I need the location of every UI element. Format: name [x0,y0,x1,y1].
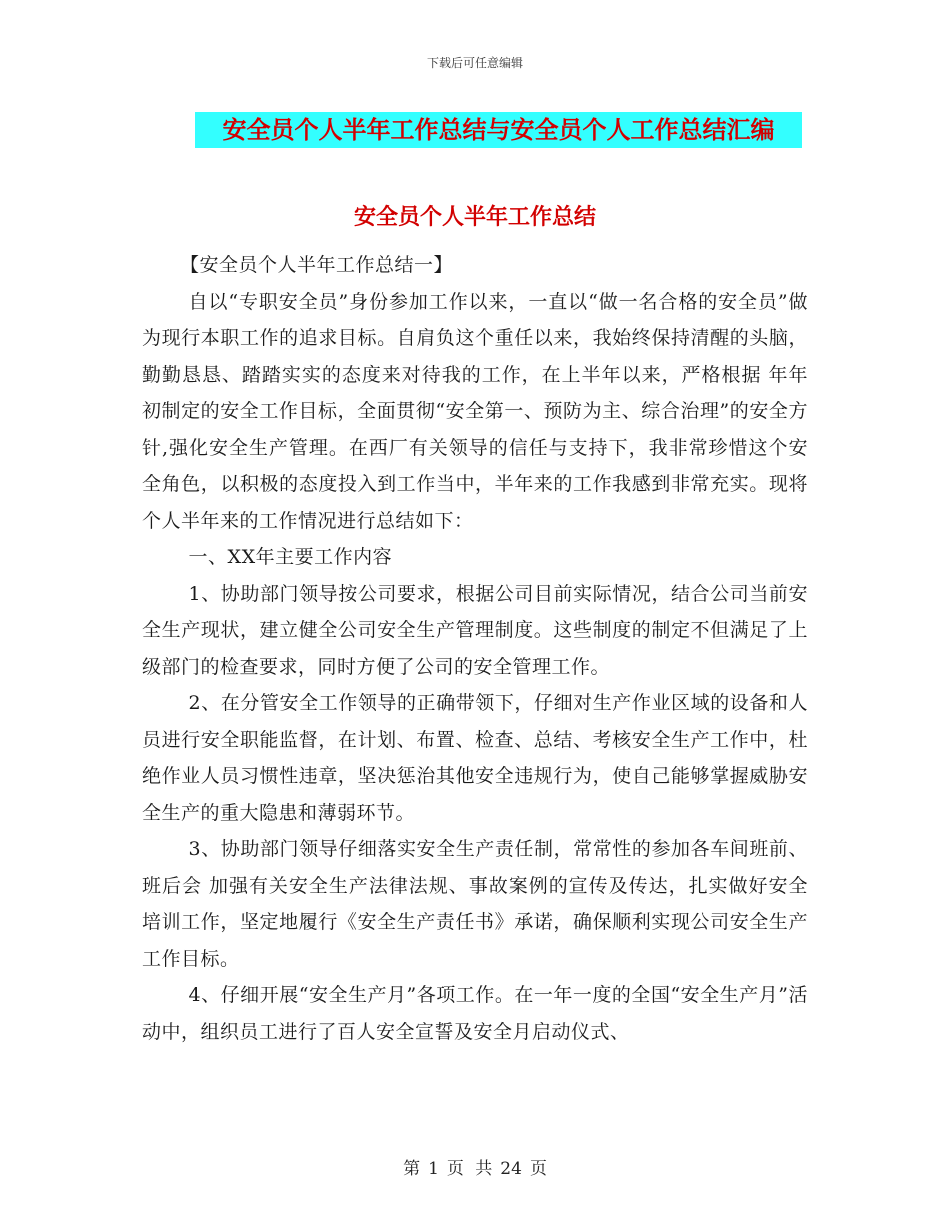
main-title: 安全员个人半年工作总结与安全员个人工作总结汇编 [222,115,775,144]
paragraph-item-3: 3、协助部门领导仔细落实安全生产责任制，常常性的参加各车间班前、班后会 加强有关安全生产法律法规、事故案例的宣传及传达，扎实做好安全培训工作，坚定地履行《安全生产责任书》承诺，确保顺利实现公司安全生产工作目标。 [142,838,808,970]
paragraph-item-2: 2、在分管安全工作领导的正确带领下，仔细对生产作业区域的设备和人员进行安全职能监督，在计划、布置、检查、总结、考核安全生产工作中，杜绝作业人员习惯性违章，坚决惩治其他安全违规行为，使自己能够掌握威胁安全生产的重大隐患和薄弱环节。 [142,692,808,824]
footer-page-number: 1 [428,1159,439,1179]
paragraph-heading-1: 一、XX年主要工作内容 [188,546,393,568]
main-title-highlight [195,112,802,148]
section-title: 安全员个人半年工作总结 [353,204,596,230]
page-footer [0,1154,950,1179]
footer-prefix: 第 [403,1159,421,1179]
paragraph-item-1: 1、协助部门领导按公司要求，根据公司目前实际情况，结合公司当前安全生产现状，建立健全公司安全生产管理制度。这些制度的制定不但满足了上级部门的检查要求，同时方便了公司的安全管理工作。 [142,582,808,678]
section-heading: 【安全员个人半年工作总结一】 [180,254,454,276]
paragraph-item-4: 4、仔细开展“安全生产月”各项工作。在一年一度的全国“安全生产月”活动中，组织员工进行了百人安全宣誓及安全月启动仪式、 [142,984,808,1043]
document-body [142,247,808,1050]
footer-middle: 页 共 [446,1159,493,1179]
footer-total-pages: 24 [500,1159,522,1179]
footer-suffix: 页 [529,1159,547,1179]
paragraph-intro: 自以“专职安全员”身份参加工作以来，一直以“做一名合格的安全员”做为现行本职工作的追求目标。自肩负这个重任以来，我始终保持清醒的头脑，勤勤恳恳、踏踏实实的态度来对待我的工作，在上半年以来，严格根据 年年初制定的安全工作目标，全面贯彻“安全第一、预防为主、综合治理”的安全方针,强化安全生产管理。在西厂有关领导的信任与支持下，我非常珍惜这个安全角色，以积极的态度投入到工作当中，半年来的工作我感到非常充实。现将个人半年来的工作情况进行总结如下： [142,290,808,532]
header-note: 下载后可任意编辑 [426,56,523,70]
